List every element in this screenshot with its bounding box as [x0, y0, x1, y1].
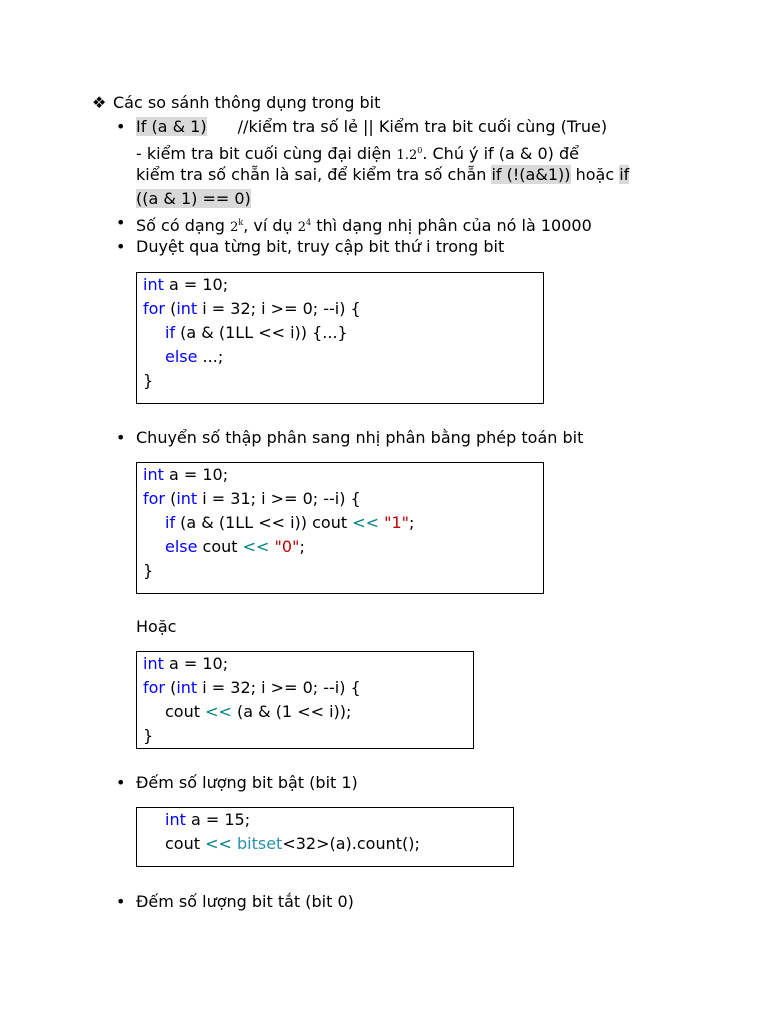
text: - kiểm tra bit cuối cùng đại diện [136, 144, 392, 163]
code-line: cout << bitset<32>(a).count(); [165, 834, 420, 853]
bullet-icon: • [116, 213, 126, 232]
bullet-icon: • [116, 892, 126, 911]
heading-marker-icon: ❖ [92, 93, 107, 112]
text: Số có dạng [136, 216, 225, 235]
code-line: } [143, 371, 154, 390]
math-expression: 2$^k$ [230, 218, 244, 235]
item-even-odd-line4 [136, 187, 251, 211]
code-highlight: If (a & 1) [136, 117, 207, 136]
item-iterate-bits: Duyệt qua từng bit, truy cập bit thứ i trong bit [136, 237, 505, 256]
code-line: int a = 10; [143, 654, 229, 673]
item-even-odd-line1 [136, 115, 607, 139]
code-line: for (int i = 31; i >= 0; --i) { [143, 489, 361, 508]
item-count-unset-bits: Đếm số lượng bit tắt (bit 0) [136, 892, 354, 911]
item-decimal-to-binary: Chuyển số thập phân sang nhị phân bằng phép toán bit [136, 428, 584, 447]
code-line: } [143, 726, 154, 745]
bullet-icon: • [116, 237, 126, 256]
comment-text: //kiểm tra số lẻ || Kiểm tra bit cuối cùng (True) [237, 117, 608, 136]
text: hoặc [575, 165, 615, 184]
code-block-count-bits [136, 807, 514, 867]
text: kiểm tra số chẵn là sai, để kiểm tra số chẵn [136, 165, 487, 184]
code-highlight: if (!(a&1)) [491, 165, 571, 184]
code-line: else cout << "0"; [165, 537, 305, 556]
bullet-icon: • [116, 773, 126, 792]
code-line: if (a & (1LL << i)) {...} [165, 323, 348, 342]
text: , ví dụ [243, 216, 293, 235]
code-block-to-binary-alt [136, 651, 474, 749]
bullet-icon: • [116, 428, 126, 447]
or-label: Hoặc [136, 617, 177, 636]
code-line: for (int i = 32; i >= 0; --i) { [143, 678, 361, 697]
code-line: int a = 10; [143, 465, 229, 484]
code-line: cout << (a & (1 << i)); [165, 702, 352, 721]
bullet-icon: • [116, 117, 126, 136]
item-even-odd-line3 [136, 163, 629, 187]
text: thì dạng nhị phân của nó là 10000 [316, 216, 592, 235]
code-line: int a = 10; [143, 275, 229, 294]
code-highlight: if [619, 165, 630, 184]
code-line: } [143, 561, 154, 580]
math-expression: $2^4$ [297, 218, 312, 235]
code-line: int a = 15; [165, 810, 251, 829]
code-block-to-binary [136, 462, 544, 594]
code-line: for (int i = 32; i >= 0; --i) { [143, 299, 361, 318]
math-expression: $1.2^0$ [396, 146, 423, 163]
code-line: else ...; [165, 347, 224, 366]
item-count-set-bits: Đếm số lượng bit bật (bit 1) [136, 773, 358, 792]
text: . Chú ý if (a & 0) để [422, 144, 579, 163]
section-heading: Các so sánh thông dụng trong bit [113, 93, 381, 112]
code-block-iterate [136, 272, 544, 404]
code-highlight: ((a & 1) == 0) [136, 189, 251, 208]
code-line: if (a & (1LL << i)) cout << "1"; [165, 513, 415, 532]
